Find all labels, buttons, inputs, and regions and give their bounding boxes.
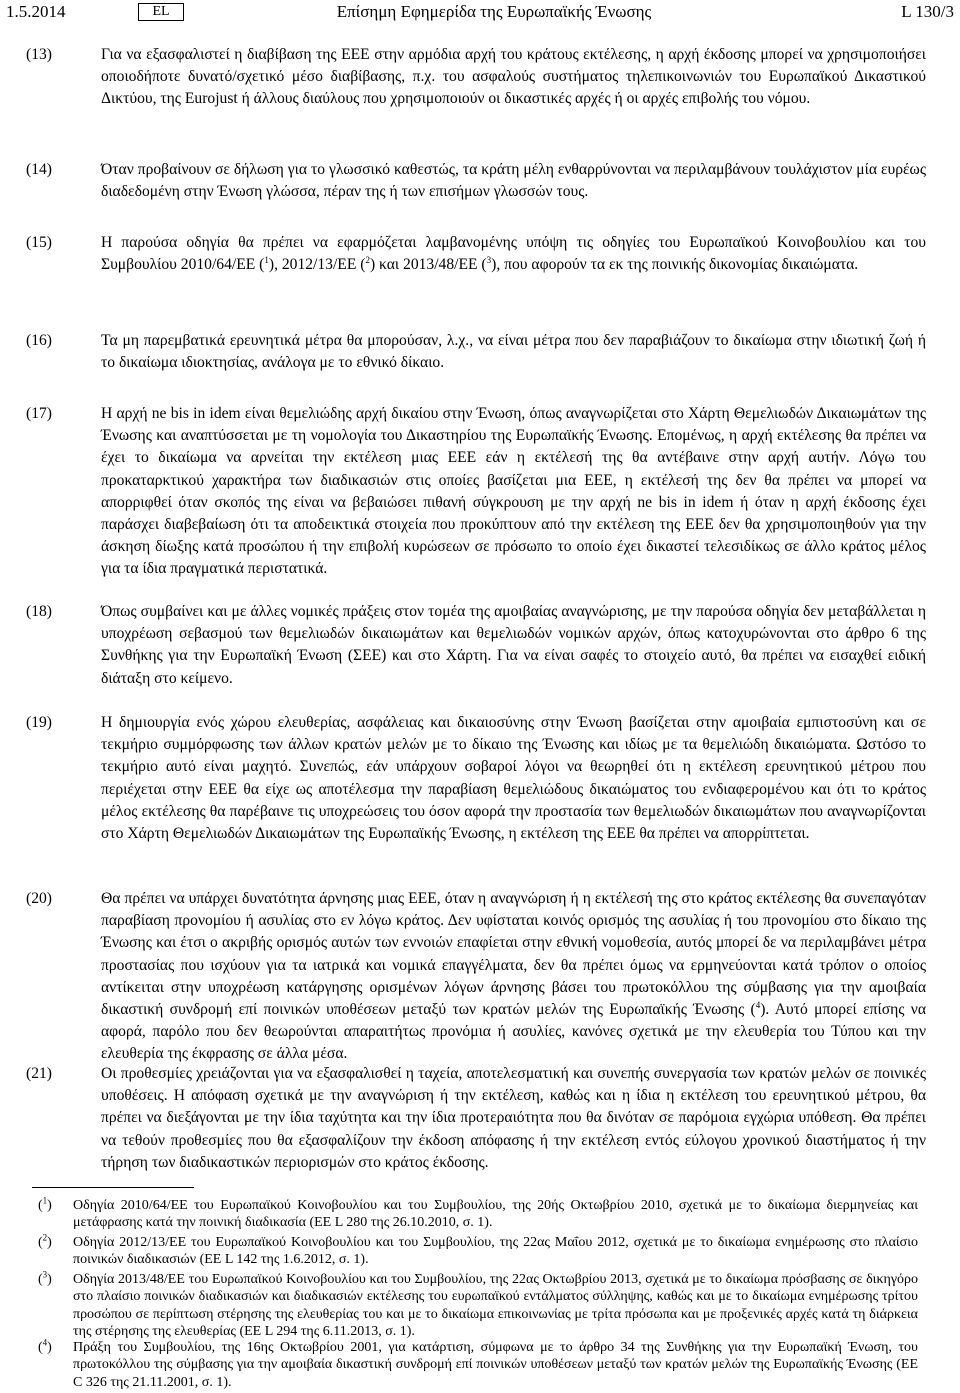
footnote-separator: [32, 1187, 194, 1188]
recital-text-part: Η παρούσα οδηγία θα πρέπει να εφαρμόζεται λαμβανομένης υπόψη τις οδηγίες του Ευρωπαϊκού Κοινοβουλίου και του Συμβουλίου 2010/64/ΕΕ (: [101, 234, 926, 274]
recital-20: [26, 888, 926, 1066]
footnote-1: [38, 1197, 918, 1232]
journal-title: Επίσημη Εφημερίδα της Ευρωπαϊκής Ένωσης: [336, 2, 652, 21]
recital-text-part: ). Αυτό μπορεί επίσης να αφορά, παρόλο που δεν θεωρούνται απαραιτήτως προνόμια ή ασυλίες, κανόνες σχετικά με την ελευθερία του Τύπου και την ελευθερία της έκφρασης σε άλλα μέσα.: [101, 1001, 926, 1063]
footnote-number: ($^4$): [38, 1337, 52, 1355]
footnote-text: Οδηγία 2013/48/ΕΕ του Ευρωπαϊκού Κοινοβουλίου και του Συμβουλίου, της 22ας Οκτωβρίου 2013, σχετικά με το δικαίωμα πρόσβασης σε δικηγόρο στο πλαίσιο ποινικών διαδικασιών και διαδικασιών εκτέλεσης του ευρωπαϊκού εντάλματος σύλληψης, καθώς και με το δικαίωμα ενημέρωσης τρίτου προσώπου σε περίπτωση στέρησης της ελευθερίας του και με το δικαίωμα επικοινωνίας με τρίτα πρόσωπα και με προξενικές αρχές κατά τη διάρκεια της στέρησης της ελευθερίας (ΕΕ L 294 της 6.11.2013, σ. 1).: [73, 1272, 918, 1340]
recital-18: [26, 601, 926, 690]
recital-text: Οι προθεσμίες χρειάζονται για να εξασφαλισθεί η ταχεία, αποτελεσματική και συνεπής συνεργασία των κρατών μελών σε ποινικές υποθέσεις. Η απόφαση σχετικά με την αναγνώριση ή την εκτέλεση, καθώς και η ίδια η εκτέλεση του ερευνητικού μέτρου, θα πρέπει να διεξάγονται με την ίδια ταχύτητα και την ίδια προτεραιότητα που θα δινόταν σε παρόμοια εγχώρια υπόθεση. Θα πρέπει να τεθούν προθεσμίες που θα εξασφαλίζουν την έκδοση απόφασης ή την εκτέλεση εντός εύλογου χρονικού διαστήματος ή την τήρηση των διαδικαστικών περιορισμών στο κράτος έκδοσης.: [101, 1065, 926, 1171]
recital-text-part: ) και 2013/48/ΕΕ (: [369, 256, 487, 274]
recital-text: Η δημιουργία ενός χώρου ελευθερίας, ασφάλειας και δικαιοσύνης στην Ένωση βασίζεται στην αμοιβαία εμπιστοσύνη και σε τεκμήριο συμμόρφωσης των άλλων κρατών μελών με το δίκαιο της Ένωσης και ιδίως με τα θεμελιώδη δικαιώματα. Ωστόσο το τεκμήριο αυτό είναι μαχητό. Συνεπώς, εάν υπάρχουν σοβαροί λόγοι να θεωρηθεί ότι η εκτέλεση ερευνητικού μέτρου που περιέχεται στην ΕΕΕ θα είχε ως αποτέλεσμα την παραβίαση θεμελιώδους δικαιώματος του ενδιαφερομένου και ότι το κράτος μέλος εκτέλεσης θα παρέβαινε τις υποχρεώσεις του όσον αφορά την προστασία των θεμελιωδών δικαιωμάτων που αναγνωρίζονται στο Χάρτη Θεμελιωδών Δικαιωμάτων της Ευρωπαϊκής Ένωσης, η εκτέλεση της ΕΕΕ θα πρέπει να απορρίπτεται.: [101, 714, 926, 843]
footnote-number: ($^3$): [38, 1269, 52, 1287]
recital-15: [26, 232, 926, 276]
recital-number: (17): [26, 405, 52, 422]
footnote-text: Οδηγία 2010/64/ΕΕ του Ευρωπαϊκού Κοινοβουλίου και του Συμβουλίου, της 20ής Οκτωβρίου 2010, σχετικά με το δικαίωμα διερμηνείας και μετάφρασης κατά την ποινική διαδικασία (ΕΕ L 280 της 26.10.2010, σ. 1).: [73, 1198, 918, 1231]
recital-number: (18): [26, 603, 52, 620]
recital-13: [26, 44, 926, 111]
recital-number: (14): [26, 161, 52, 178]
recital-text: Τα μη παρεμβατικά ερευνητικά μέτρα θα μπορούσαν, λ.χ., να είναι μέτρα που δεν παραβιάζουν το δικαίωμα στην ιδιωτική ζωή ή το δικαίωμα ιδιοκτησίας, ανάλογα με το εθνικό δίκαιο.: [101, 332, 926, 372]
recital-21: [26, 1063, 926, 1174]
recital-text: [101, 232, 926, 276]
footnote-3: [38, 1271, 918, 1341]
publication-date: 1.5.2014: [6, 2, 66, 21]
footnote-ref[interactable]: 3: [486, 255, 492, 266]
recital-16: [26, 330, 926, 374]
footnote-text: Οδηγία 2012/13/ΕΕ του Ευρωπαϊκού Κοινοβουλίου και του Συμβουλίου, της 22ας Μαΐου 2012, σχετικά με το δικαίωμα ενημέρωσης στο πλαίσιο ποινικών διαδικασιών (ΕΕ L 142 της 1.6.2012, σ. 1).: [73, 1235, 918, 1268]
recital-number: (20): [26, 890, 52, 907]
footnote-ref[interactable]: 4: [755, 999, 761, 1010]
recital-17: [26, 403, 926, 581]
recital-text: Η αρχή ne bis in idem είναι θεμελιώδης αρχή δικαίου στην Ένωση, όπως αναγνωρίζεται στο Χάρτη Θεμελιωδών Δικαιωμάτων της Ένωσης και αναπτύσσεται με τη νομολογία του Δικαστηρίου της Ευρωπαϊκής Ένωσης. Επομένως, η αρχή εκτέλεσης θα πρέπει να έχει το δικαίωμα να αρνείται την εκτέλεση μιας ΕΕΕ εάν η εκτέλεσή της θα αντέβαινε στην αρχή αυτήν. Λόγω του προκαταρκτικού χαρακτήρα των διαδικασιών στις οποίες βασίζεται μια ΕΕΕ, η εκτέλεσή της δεν θα πρέπει να μπορεί να απορριφθεί όταν σκοπός της είναι να βεβαιώσει πιθανή σύγκρουση με την αρχή ne bis in idem ή όταν η αρχή έκδοσης έχει παράσχει διαβεβαίωση ότι τα αποδεικτικά στοιχεία που προκύπτουν από την εκτέλεση της ΕΕΕ δεν θα χρησιμοποιηθούν για την άσκηση δίωξης κατά προσώπου ή την επιβολή κυρώσεων σε πρόσωπο το οποίο έχει δικαστεί τελεσιδίκως σε άλλο κράτος μέλος για τα ίδια πραγματικά περιστατικά.: [101, 405, 926, 578]
recital-text: [101, 888, 926, 1066]
recital-number: (21): [26, 1065, 52, 1082]
page-reference: L 130/3: [901, 2, 954, 21]
recital-14: [26, 159, 926, 203]
footnote-text: Πράξη του Συμβουλίου, της 16ης Οκτωβρίου 2001, για κατάρτιση, σύμφωνα με το άρθρο 34 της Συνθήκης για την Ευρωπαϊκή Ένωση, του πρωτοκόλλου της σύμβασης για την αμοιβαία δικαστική συνδρομή επί ποινικών υποθέσεων μεταξύ των κρατών μελών της Ευρωπαϊκής Ένωσης (ΕΕ C 326 της 21.11.2001, σ. 1).: [73, 1340, 918, 1390]
recital-text-part: ), που αφορούν τα εκ της ποινικής δικονομίας δικαιώματα.: [491, 256, 859, 274]
footnote-ref[interactable]: 2: [365, 255, 370, 266]
recital-number: (13): [26, 46, 52, 63]
language-code-box: EL: [138, 3, 184, 21]
recital-text: Όπως συμβαίνει και με άλλες νομικές πράξεις στον τομέα της αμοιβαίας αναγνώρισης, με την παρούσα οδηγία δεν μεταβάλλεται η υποχρέωση σεβασμού των θεμελιωδών δικαιωμάτων και θεμελιωδών νομικών αρχών, όπως κατοχυρώνονται στο άρθρο 6 της Συνθήκης για την Ευρωπαϊκή Ένωση (ΣΕΕ) και στο Χάρτη. Για να είναι σαφές το στοιχείο αυτό, θα πρέπει να εισαχθεί ειδική διάταξη στο κείμενο.: [101, 603, 926, 687]
recital-number: (16): [26, 332, 52, 349]
page-header: [6, 0, 954, 24]
recital-19: [26, 712, 926, 845]
recital-text: Για να εξασφαλιστεί η διαβίβαση της ΕΕΕ στην αρμόδια αρχή του κράτους εκτέλεσης, η αρχή έκδοσης μπορεί να χρησιμοποιήσει οποιοδήποτε δυνατό/σχετικό μέσο διαβίβασης, π.χ. του ασφαλούς συστήματος τηλεπικοινωνιών του Ευρωπαϊκού Δικαστικού Δικτύου, της Eurojust ή άλλους διαύλους που χρησιμοποιούν οι δικαστικές αρχές ή οι αρχές επιβολής του νόμου.: [101, 46, 926, 108]
footnote-ref[interactable]: 1: [264, 255, 269, 266]
recital-text: Όταν προβαίνουν σε δήλωση για το γλωσσικό καθεστώς, τα κράτη μέλη ενθαρρύνονται να περιλαμβάνουν τουλάχιστον μία ευρέως διαδεδομένη στην Ένωση γλώσσα, πέραν της ή των επισήμων γλωσσών τους.: [101, 161, 926, 201]
footnote-4: [38, 1339, 918, 1391]
recital-text-part: Θα πρέπει να υπάρχει δυνατότητα άρνησης μιας ΕΕΕ, όταν η αναγνώριση ή η εκτέλεσή της στο κράτος εκτέλεσης θα συνεπαγόταν παραβίαση προνομίου ή ασυλίας στο εν λόγω κράτος. Δεν υφίσταται κοινός ορισμός της ασυλίας ή του προνομίου στο δίκαιο της Ένωσης και έτσι ο ακριβής ορισμός αυτών των εννοιών επαφίεται στην εθνική νομοθεσία, αυτός μπορεί δε να περιλαμβάνει μέτρα προστασίας που ισχύουν για τα ιατρικά και νομικά επαγγέλματα, δεν θα πρέπει όμως να ερμηνεύονται κατά τρόπον ο οποίος αντίκειται στην υποχρέωση κατάργησης ορισμένων λόγων άρνησης βάσει του πρωτοκόλλου της σύμβασης για την αμοιβαία δικαστική συνδρομή επί ποινικών υποθέσεων μεταξύ των κρατών μελών της Ευρωπαϊκής Ένωσης (: [101, 890, 926, 1019]
footnote-number: ($^2$): [38, 1232, 52, 1250]
recital-text-part: ), 2012/13/ΕΕ (: [268, 256, 366, 274]
recital-number: (19): [26, 714, 52, 731]
footnote-2: [38, 1234, 918, 1269]
footnote-number: ($^1$): [38, 1195, 52, 1213]
recital-number: (15): [26, 234, 52, 251]
